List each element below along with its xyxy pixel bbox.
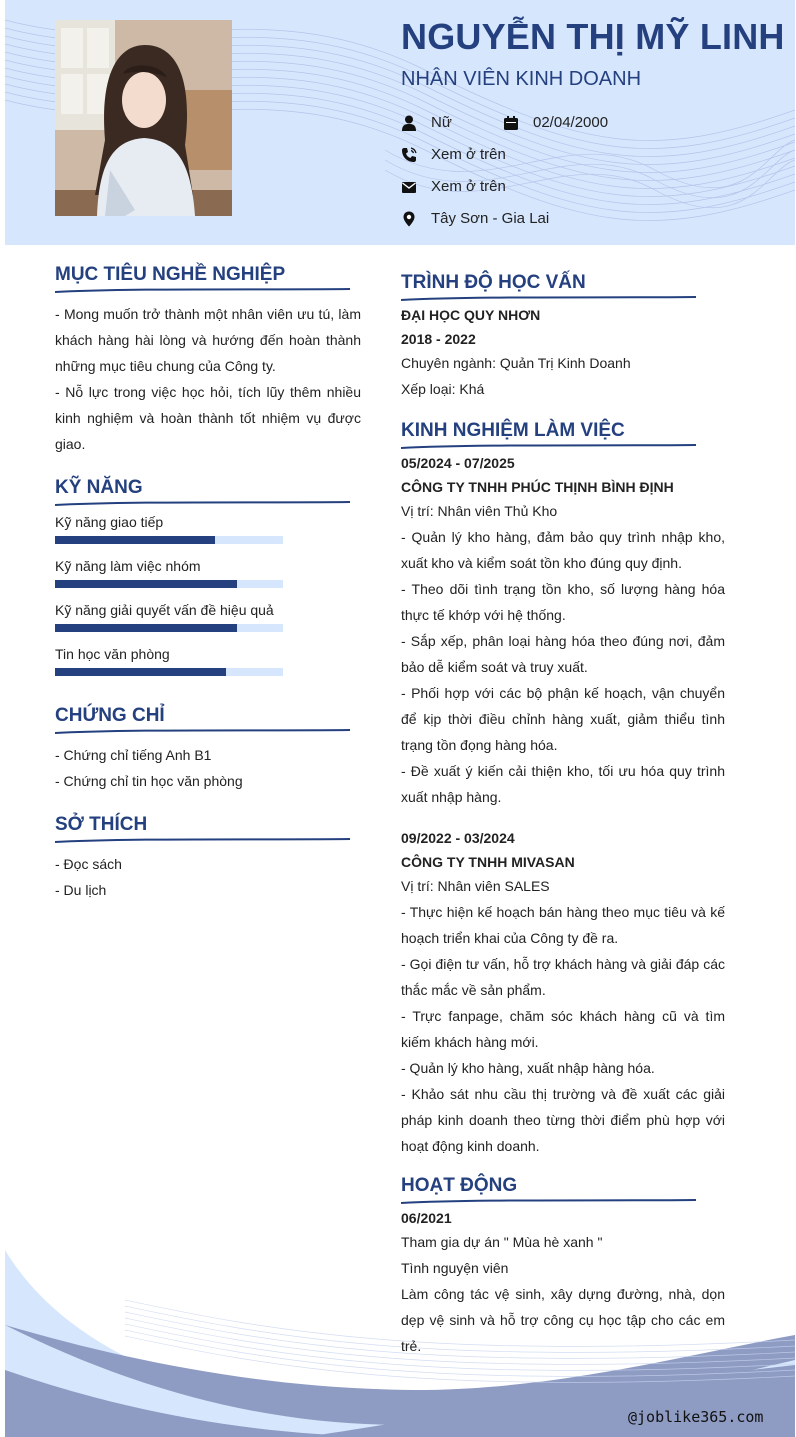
education-major: Chuyên ngành: Quản Trị Kinh Doanh [401, 355, 631, 371]
skill-label: Kỹ năng giải quyết vấn đề hiệu quả [55, 602, 274, 618]
job-task: - Thực hiện kế hoạch bán hàng theo mục tiêu và kế hoạch triển khai của Công ty đề ra. [401, 904, 725, 946]
objective-paragraph-2: - Nỗ lực trong việc học hỏi, tích lũy thêm nhiều kinh nghiệm và hoàn thành tốt nhiệm vụ được giao. [55, 384, 361, 452]
address-info [401, 210, 549, 227]
activities-heading: HOẠT ĐỘNG [401, 1175, 518, 1196]
hobbies-section [55, 814, 361, 903]
profile-photo [55, 20, 232, 216]
skills-section [55, 477, 361, 688]
phone-text: Xem ở trên [431, 146, 506, 163]
email-text: Xem ở trên [431, 178, 506, 195]
gender-info [401, 114, 452, 131]
job-task: - Phối hợp với các bộ phận kế hoạch, vận chuyển để kịp thời điều chỉnh hàng xuất, giảm thiểu tình trạng tồn đọng hàng hóa. [401, 685, 725, 753]
job-period: 09/2022 - 03/2024 [401, 830, 515, 846]
phone-icon [401, 147, 417, 163]
job-task: - Gọi điện tư vấn, hỗ trợ khách hàng và giải đáp các thắc mắc về sản phẩm. [401, 956, 725, 998]
certificate-item: - Chứng chỉ tiếng Anh B1 [55, 747, 212, 763]
hobby-item: - Đọc sách [55, 856, 122, 872]
objective-paragraph-1: - Mong muốn trở thành một nhân viên ưu tú, làm khách hàng hài lòng và hướng đến hoàn thành những mục tiêu chung của Công ty. [55, 306, 361, 374]
location-icon [401, 211, 417, 227]
hobbies-underline [55, 837, 350, 845]
left-column [55, 264, 361, 898]
email-icon [401, 179, 417, 195]
education-heading: TRÌNH ĐỘ HỌC VẤN [401, 272, 586, 293]
certificates-section [55, 705, 361, 794]
experience-heading: KINH NGHIỆM LÀM VIỆC [401, 420, 625, 441]
calendar-icon [503, 115, 519, 131]
job-task: - Trực fanpage, chăm sóc khách hàng cũ và tìm kiếm khách hàng mới. [401, 1008, 725, 1050]
skills-list [55, 508, 361, 688]
birthday-info [503, 114, 608, 131]
skill-bar-track [55, 580, 283, 588]
activity-role: Tình nguyện viên [401, 1260, 509, 1276]
certificates-heading: CHỨNG CHỈ [55, 705, 165, 726]
cv-header [5, 0, 795, 245]
job-task: - Quản lý kho hàng, xuất nhập hàng hóa. [401, 1060, 655, 1076]
activity-date: 06/2021 [401, 1210, 452, 1226]
skills-heading: KỸ NĂNG [55, 477, 143, 498]
birthday-text: 02/04/2000 [533, 114, 609, 131]
skill-label: Kỹ năng làm việc nhóm [55, 558, 201, 574]
skill-label: Tin học văn phòng [55, 646, 170, 662]
candidate-job-title: NHÂN VIÊN KINH DOANH [401, 68, 642, 90]
skill-bar-track [55, 624, 283, 632]
activities-section [401, 1175, 725, 1359]
job-position: Vị trí: Nhân viên Thủ Kho [401, 503, 558, 519]
skill-bar-fill [55, 668, 226, 676]
job-task: - Quản lý kho hàng, đảm bảo quy trình nhập kho, xuất kho và kiểm soát tồn kho đúng quy định. [401, 529, 725, 571]
job-task: - Sắp xếp, phân loại hàng hóa theo đúng nơi, đảm bảo dễ kiểm soát và truy xuất. [401, 633, 725, 675]
hobby-item: - Du lịch [55, 882, 107, 898]
email-info [401, 178, 506, 195]
site-watermark: @joblike365.com [628, 1408, 764, 1426]
activity-description: Làm công tác vệ sinh, xây dựng đường, nhà, dọn dẹp vệ sinh và hỗ trợ công cụ học tập cho các em trẻ. [401, 1286, 725, 1354]
right-column [401, 272, 725, 1154]
user-icon [401, 115, 417, 131]
phone-info [401, 146, 506, 163]
education-years: 2018 - 2022 [401, 331, 476, 347]
skill-bar-track [55, 536, 283, 544]
skill-bar-fill [55, 580, 237, 588]
education-school: ĐẠI HỌC QUY NHƠN [401, 307, 541, 323]
job-position: Vị trí: Nhân viên SALES [401, 878, 550, 894]
experience-underline [401, 443, 696, 451]
job-company: CÔNG TY TNHH PHÚC THỊNH BÌNH ĐỊNH [401, 479, 674, 495]
gender-text: Nữ [431, 114, 452, 131]
job-task: - Theo dõi tình trạng tồn kho, số lượng hàng hóa thực tế khớp với hệ thống. [401, 581, 725, 623]
job-task: - Đề xuất ý kiến cải thiện kho, tối ưu hóa quy trình xuất nhập hàng. [401, 763, 725, 805]
activity-project: Tham gia dự án " Mùa hè xanh " [401, 1234, 603, 1250]
address-text: Tây Sơn - Gia Lai [431, 210, 550, 227]
certificate-item: - Chứng chỉ tin học văn phòng [55, 773, 243, 789]
objective-underline [55, 287, 350, 295]
candidate-name: NGUYỄN THỊ MỸ LINH [401, 16, 785, 57]
activities-underline [401, 1198, 696, 1206]
certificates-underline [55, 728, 350, 736]
education-underline [401, 295, 696, 303]
experience-job [401, 455, 725, 810]
experience-section [401, 420, 725, 1159]
job-task: - Khảo sát nhu cầu thị trường và đề xuất các giải pháp kinh doanh theo từng thời điểm phù hợp với hoạt động kinh doanh. [401, 1086, 725, 1154]
skill-bar-fill [55, 624, 237, 632]
education-section [401, 272, 725, 402]
objective-section [55, 264, 361, 457]
skill-label: Kỹ năng giao tiếp [55, 514, 164, 530]
skill-bar-track [55, 668, 283, 676]
skill-bar-fill [55, 536, 215, 544]
job-company: CÔNG TY TNHH MIVASAN [401, 854, 575, 870]
job-period: 05/2024 - 07/2025 [401, 455, 515, 471]
skills-underline [55, 500, 350, 508]
hobbies-heading: SỞ THÍCH [55, 814, 148, 835]
education-rank: Xếp loại: Khá [401, 381, 485, 397]
objective-heading: MỤC TIÊU NGHỀ NGHIỆP [55, 264, 286, 285]
experience-job [401, 830, 725, 1159]
